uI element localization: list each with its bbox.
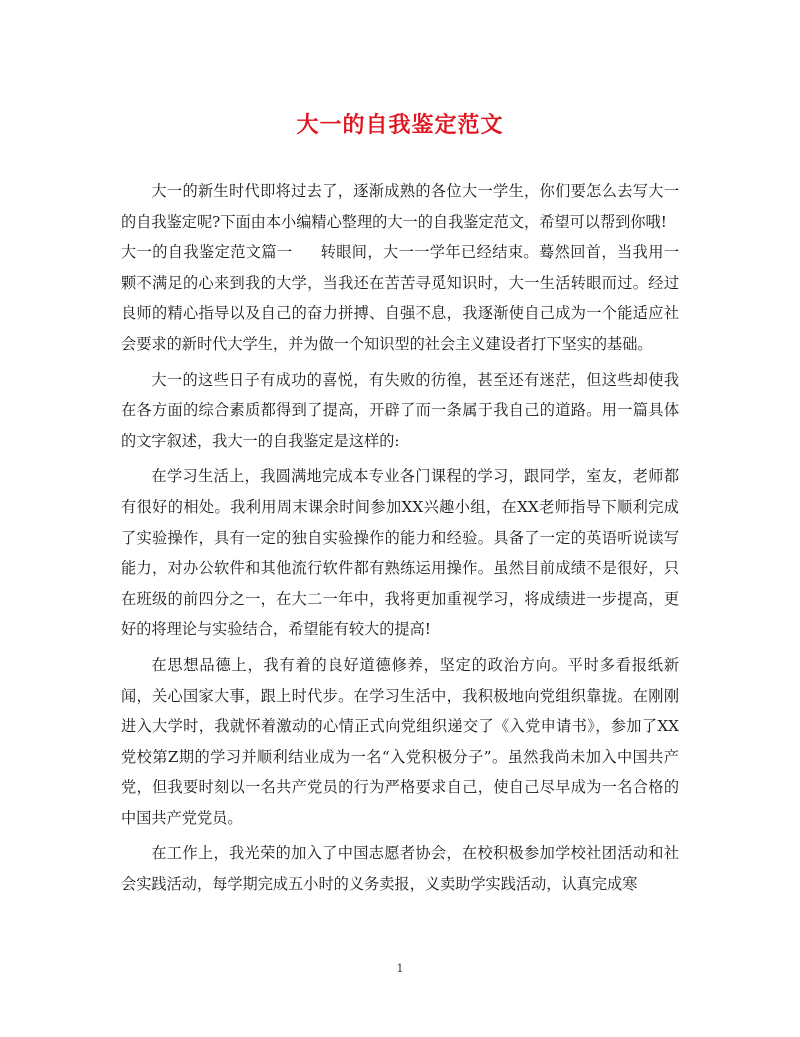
document-title: 大一的自我鉴定范文 <box>296 112 504 138</box>
body-paragraph: 在思想品德上，我有着的良好道德修养，坚定的政治方向。平时多看报纸新闻，关心国家大事，跟上时代步。在学习生活中，我积极地向党组织靠拢。在刚刚进入大学时，我就怀着激动的心情正式向党组织递交了《入党申请书》，参加了XX党校第Z期的学习并顺利结业成为一名“入党积极分子”。虽然我尚未加入中国共产党，但我要时刻以一名共产党员的行为严格要求自己，使自己尽早成为一名合格的中国共产党党员。 <box>121 655 679 827</box>
body-paragraph: 大一的这些日子有成功的喜悦，有失败的彷徨，甚至还有迷茫，但这些却使我在各方面的综合素质都得到了提高，开辟了而一条属于我自己的道路。用一篇具体的文字叙述，我大一的自我鉴定是这样的: <box>121 370 679 450</box>
section-text: 转眼间，大一一学年已经结束。蓦然回首，当我用一颗不满足的心来到我的大学，当我还在苦苦寻觅知识时，大一生活转眼而过。经过良师的精心指导以及自己的奋力拼搏、自强不息，我逐渐使自己成为一个能适应社会要求的新时代大学生，并为做一个知识型的社会主义建设者打下坚实的基础。 <box>121 243 680 353</box>
body-paragraph: 在学习生活上，我圆满地完成本专业各门课程的学习，跟同学，室友，老师都有很好的相处。我利用周末课余时间参加XX兴趣小组，在XX老师指导下顺利完成了实验操作，具有一定的独自实验操作的能力和经验。具备了一定的英语听说读写能力，对办公软件和其他流行软件都有熟练运用操作。虽然目前成绩不是很好，只在班级的前四分之一，在大二一年中，我将更加重视学习，将成绩进一步提高，更好的将理论与实验结合，希望能有较大的提高! <box>121 467 679 639</box>
page-number: 1 <box>396 962 404 975</box>
body-paragraph: 在工作上，我光荣的加入了中国志愿者协会，在校积极参加学校社团活动和社会实践活动，每学期完成五小时的义务卖报，义卖助学实践活动，认真完成寒 <box>121 844 679 894</box>
section-paragraph <box>121 237 679 359</box>
intro-paragraph: 大一的新生时代即将过去了，逐渐成熟的各位大一学生，你们要怎么去写大一的自我鉴定呢?下面由本小编精心整理的大一的自我鉴定范文，希望可以帮到你哦! <box>121 182 679 231</box>
document-body <box>121 176 679 900</box>
section-label: 大一的自我鉴定范文篇一 <box>121 243 293 262</box>
